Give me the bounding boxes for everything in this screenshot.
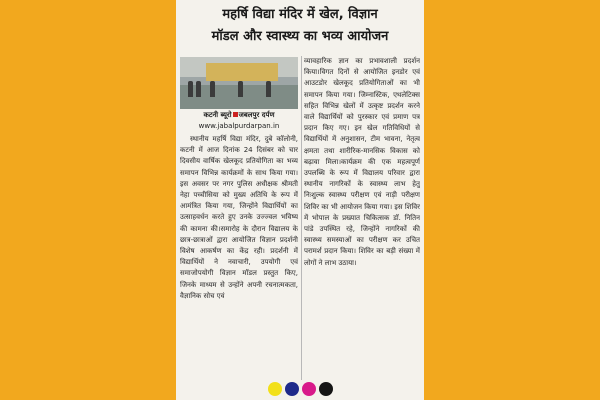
photo-person — [238, 81, 243, 97]
dateline-bureau: कटनी ब्यूरो — [203, 111, 232, 119]
column-divider — [301, 56, 302, 380]
photo-person — [266, 81, 271, 97]
dateline-separator-icon — [233, 112, 238, 117]
article-column-left — [180, 134, 298, 380]
article-right-text: व्यावहारिक ज्ञान का प्रभावशाली प्रदर्शन किया।विगत दिनों से आयोजित इनडोर एवं आउटडोर खेलकूद प्रतियोगिताओं का भी समापन किया गया। जिम्नास्टिक, एथलेटिक्स सहित विभिन्न खेलों में उत्कृष्ट प्रदर्शन करने वाले विद्यार्थियों को पुरस्कार एवं प्रमाण पत्र प्रदान किए गए। इन खेल गतिविधियों से विद्यार्थियों में अनुशासन, टीम भावना, नेतृत्व क्षमता तथा शारीरिक-मानसिक विकास को बढ़ावा मिला।कार्यक्रम की एक महत्वपूर्ण उपलब्धि के रूप में विद्यालय परिवार द्वारा स्थानीय नागरिकों के स्वास्थ्य लाभ हेतु निःशुल्क स्वास्थ्य परीक्षण एवं नाड़ी परीक्षण शिविर का भी आयोजन किया गया। इस शिविर में भोपाल के प्रख्यात चिकित्सक डॉ. नितिन पांडे उपस्थित रहे, जिन्होंने नागरिकों की स्वास्थ्य समस्याओं का परीक्षण कर उचित परामर्श प्रदान किया। शिविर का बड़ी संख्या में लोगों ने लाभ उठाया। — [304, 57, 420, 267]
photo-stage — [206, 63, 278, 81]
left-background-band — [0, 0, 176, 400]
headline-line-1: महर्षि विद्या मंदिर में खेल, विज्ञान — [222, 7, 378, 22]
photo-person — [196, 81, 201, 97]
dateline — [180, 111, 298, 120]
blue-registration-dot — [285, 382, 299, 396]
website-url: www.jabalpurdarpan.in — [198, 122, 280, 130]
event-photo — [180, 57, 298, 109]
right-background-band — [424, 0, 600, 400]
photo-person — [210, 81, 215, 97]
article-left-text: स्थानीय महर्षि विद्या मंदिर, दुबे कॉलोनी, कटनी में आज दिनांक 24 दिसंबर को चार दिवसीय वार्षिक खेलकूद प्रतियोगिता का भव्य समापन विभिन्न कार्यक्रमों के साथ किया गया। इस अवसर पर नगर पुलिस अधीक्षक श्रीमती नेहा पच्चीसिया को मुख्य अतिथि के रूप में आमंत्रित किया गया, जिन्होंने विद्यार्थियों का उत्साहवर्धन करते हुए उनके उज्ज्वल भविष्य की कामना की।समारोह के दौरान विद्यालय के छात्र-छात्राओं द्वारा आयोजित विज्ञान प्रदर्शनी विशेष आकर्षण का केंद्र रही। प्रदर्शनी में विद्यार्थियों ने नवाचारी, उपयोगी एवं समाजोपयोगी विज्ञान मॉडल प्रस्तुत किए, जिनके माध्यम से उन्होंने अपनी रचनात्मकता, वैज्ञानिक सोच एवं — [180, 135, 298, 300]
photo-person — [188, 81, 193, 97]
registration-marks — [268, 381, 338, 397]
black-registration-dot — [319, 382, 333, 396]
newspaper-clipping — [176, 0, 424, 400]
headline-line-2: मॉडल और स्वास्थ्य का भव्य आयोजन — [211, 29, 389, 44]
dateline-paper: जबलपुर दर्पण — [238, 111, 275, 119]
magenta-registration-dot — [302, 382, 316, 396]
article-column-right — [304, 56, 420, 380]
headline — [176, 4, 424, 48]
yellow-registration-dot — [268, 382, 282, 396]
